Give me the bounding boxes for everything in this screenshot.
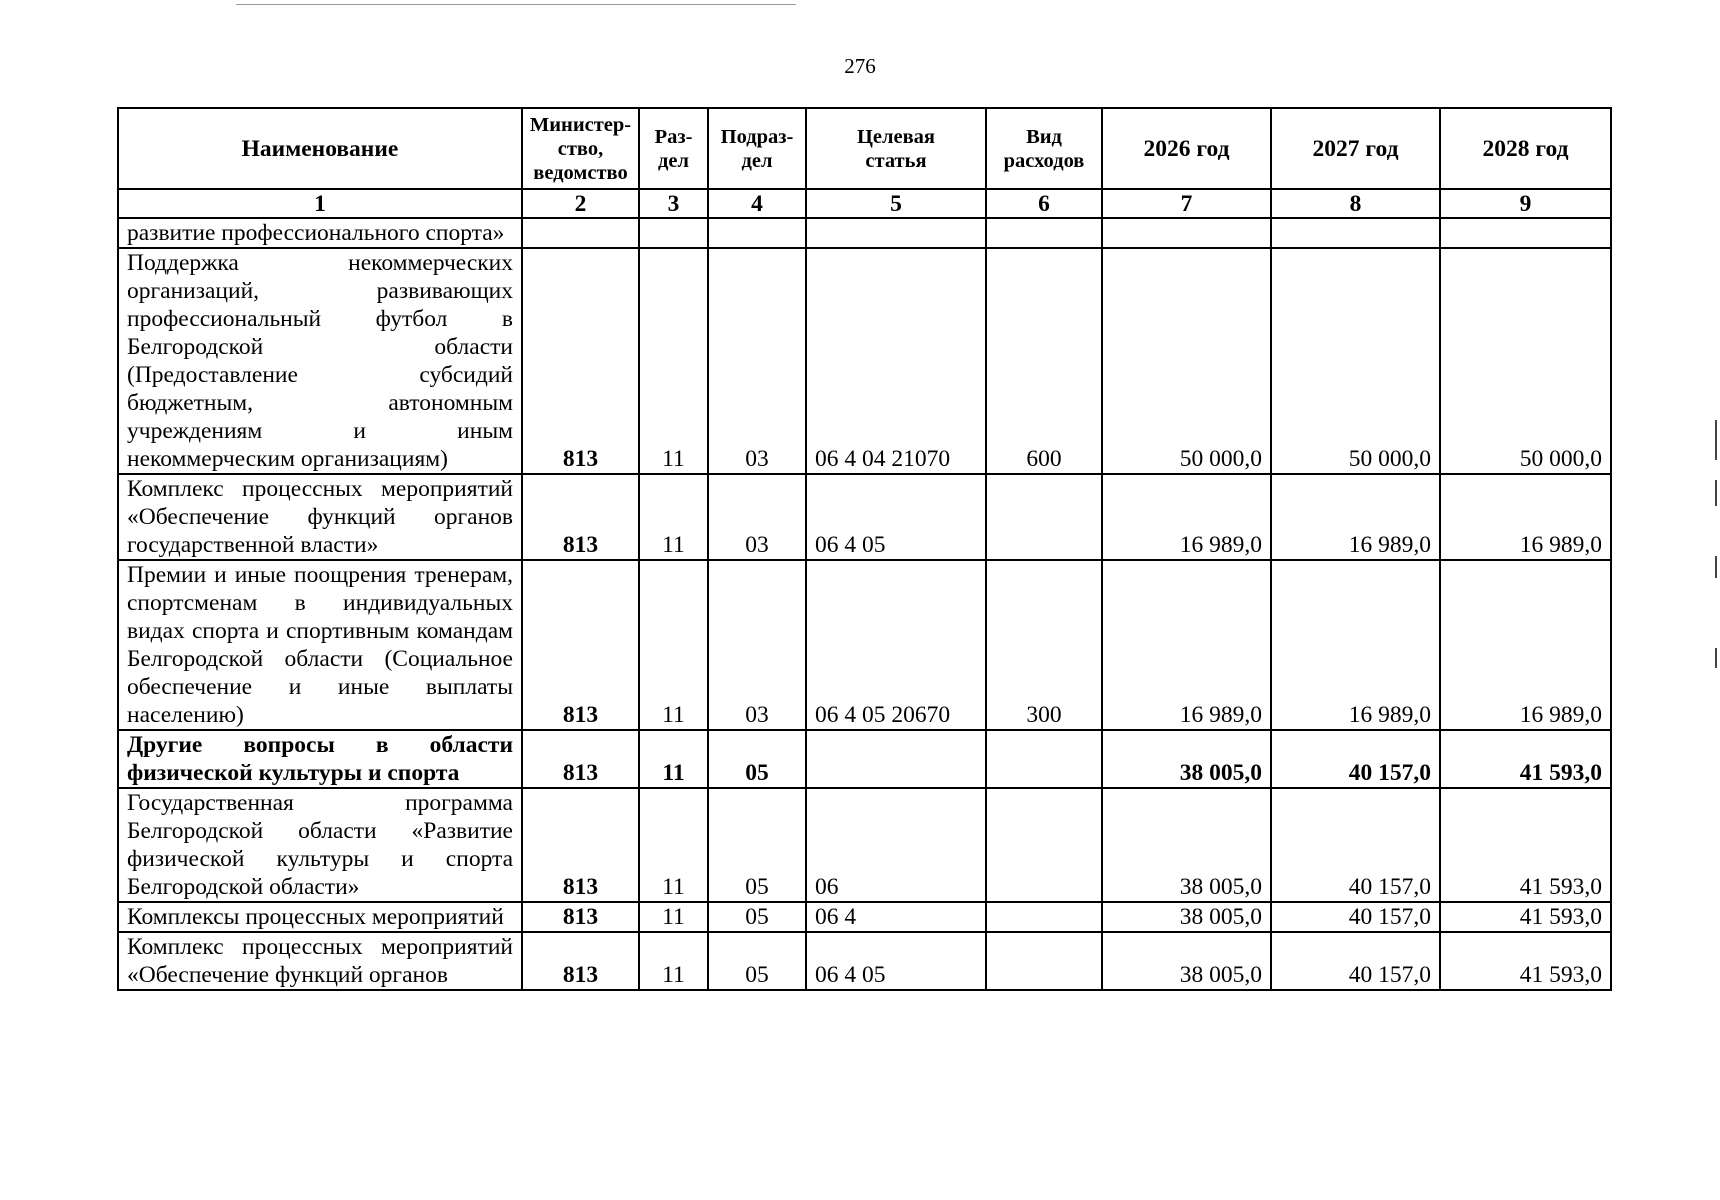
row-section	[639, 218, 708, 248]
row-value-2028: 41 593,0	[1440, 902, 1611, 932]
column-number: 4	[708, 189, 806, 218]
row-target-article: 06 4 05	[806, 932, 986, 990]
table-row	[118, 218, 1611, 248]
column-number: 3	[639, 189, 708, 218]
row-subsection: 03	[708, 474, 806, 560]
row-section: 11	[639, 560, 708, 730]
scan-edge-mark	[1715, 556, 1717, 578]
row-value-2026: 16 989,0	[1102, 474, 1271, 560]
scan-edge-mark	[1715, 648, 1717, 668]
row-subsection: 03	[708, 560, 806, 730]
row-section: 11	[639, 788, 708, 902]
row-expense-type: 600	[986, 248, 1102, 474]
row-value-2026: 38 005,0	[1102, 730, 1271, 788]
row-value-2028: 41 593,0	[1440, 788, 1611, 902]
row-name: Поддержка некоммерческих организаций, развивающих профессиональный футбол в Белгородской области (Предоставление субсидий бюджетным, автономным учреждениям и иным некоммерческим организациям)	[118, 248, 522, 474]
row-ministry: 813	[522, 474, 639, 560]
column-number: 5	[806, 189, 986, 218]
row-target-article: 06 4 05	[806, 474, 986, 560]
row-value-2027: 16 989,0	[1271, 560, 1440, 730]
row-value-2027: 16 989,0	[1271, 474, 1440, 560]
row-section: 11	[639, 902, 708, 932]
row-section: 11	[639, 474, 708, 560]
row-name: Государственная программа Белгородской области «Развитие физической культуры и спорта Белгородской области»	[118, 788, 522, 902]
row-expense-type	[986, 932, 1102, 990]
row-value-2028: 50 000,0	[1440, 248, 1611, 474]
row-subsection: 05	[708, 788, 806, 902]
header-year-2027: 2027 год	[1271, 108, 1440, 189]
column-number: 2	[522, 189, 639, 218]
row-subsection: 05	[708, 932, 806, 990]
row-value-2028: 41 593,0	[1440, 730, 1611, 788]
row-expense-type	[986, 474, 1102, 560]
row-ministry	[522, 218, 639, 248]
row-value-2027	[1271, 218, 1440, 248]
row-value-2026	[1102, 218, 1271, 248]
row-value-2027: 40 157,0	[1271, 730, 1440, 788]
row-target-article	[806, 218, 986, 248]
row-ministry: 813	[522, 730, 639, 788]
row-section: 11	[639, 730, 708, 788]
row-name: Комплекс процессных мероприятий «Обеспечение функций органов государственной власти»	[118, 474, 522, 560]
row-target-article: 06 4	[806, 902, 986, 932]
row-expense-type: 300	[986, 560, 1102, 730]
row-subsection	[708, 218, 806, 248]
row-subsection: 05	[708, 902, 806, 932]
header-ministry: Министер-ство, ведомство	[522, 108, 639, 189]
table-row	[118, 788, 1611, 902]
row-value-2028: 41 593,0	[1440, 932, 1611, 990]
header-year-2026: 2026 год	[1102, 108, 1271, 189]
row-target-article	[806, 730, 986, 788]
row-ministry: 813	[522, 248, 639, 474]
top-rule	[236, 4, 796, 5]
column-number-row	[118, 189, 1611, 218]
scan-edge-mark	[1715, 420, 1717, 460]
row-expense-type	[986, 218, 1102, 248]
column-number: 7	[1102, 189, 1271, 218]
row-expense-type	[986, 730, 1102, 788]
column-number: 9	[1440, 189, 1611, 218]
column-number: 8	[1271, 189, 1440, 218]
table-row	[118, 902, 1611, 932]
row-name: Комплексы процессных мероприятий	[118, 902, 522, 932]
row-value-2026: 38 005,0	[1102, 932, 1271, 990]
table-row	[118, 932, 1611, 990]
row-section: 11	[639, 248, 708, 474]
row-name: Комплекс процессных мероприятий «Обеспечение функций органов	[118, 932, 522, 990]
row-name: Премии и иные поощрения тренерам, спортсменам в индивидуальных видах спорта и спортивным командам Белгородской области (Социальное обеспечение и иные выплаты населению)	[118, 560, 522, 730]
table-row	[118, 560, 1611, 730]
row-name: Другие вопросы в области физической культуры и спорта	[118, 730, 522, 788]
row-value-2027: 50 000,0	[1271, 248, 1440, 474]
row-target-article: 06 4 05 20670	[806, 560, 986, 730]
scan-edge-mark	[1715, 480, 1717, 506]
row-ministry: 813	[522, 902, 639, 932]
row-value-2027: 40 157,0	[1271, 902, 1440, 932]
header-year-2028: 2028 год	[1440, 108, 1611, 189]
header-target-article: Целевая статья	[806, 108, 986, 189]
row-value-2027: 40 157,0	[1271, 932, 1440, 990]
row-name: развитие профессионального спорта»	[118, 218, 522, 248]
row-expense-type	[986, 902, 1102, 932]
budget-table	[117, 107, 1612, 991]
row-value-2026: 38 005,0	[1102, 902, 1271, 932]
row-value-2028: 16 989,0	[1440, 560, 1611, 730]
table-row	[118, 474, 1611, 560]
row-value-2027: 40 157,0	[1271, 788, 1440, 902]
row-ministry: 813	[522, 560, 639, 730]
row-section: 11	[639, 932, 708, 990]
row-value-2028: 16 989,0	[1440, 474, 1611, 560]
column-number: 1	[118, 189, 522, 218]
row-value-2026: 50 000,0	[1102, 248, 1271, 474]
header-name: Наименование	[118, 108, 522, 189]
header-subsection: Подраз-дел	[708, 108, 806, 189]
table-row	[118, 248, 1611, 474]
header-expense-type: Вид расходов	[986, 108, 1102, 189]
page-number: 276	[844, 54, 876, 78]
row-subsection: 03	[708, 248, 806, 474]
row-subsection: 05	[708, 730, 806, 788]
row-expense-type	[986, 788, 1102, 902]
row-ministry: 813	[522, 932, 639, 990]
row-value-2028	[1440, 218, 1611, 248]
row-value-2026: 16 989,0	[1102, 560, 1271, 730]
column-number: 6	[986, 189, 1102, 218]
header-row	[118, 108, 1611, 189]
table-row-subtotal	[118, 730, 1611, 788]
header-section: Раз-дел	[639, 108, 708, 189]
row-target-article: 06	[806, 788, 986, 902]
row-ministry: 813	[522, 788, 639, 902]
row-value-2026: 38 005,0	[1102, 788, 1271, 902]
row-target-article: 06 4 04 21070	[806, 248, 986, 474]
